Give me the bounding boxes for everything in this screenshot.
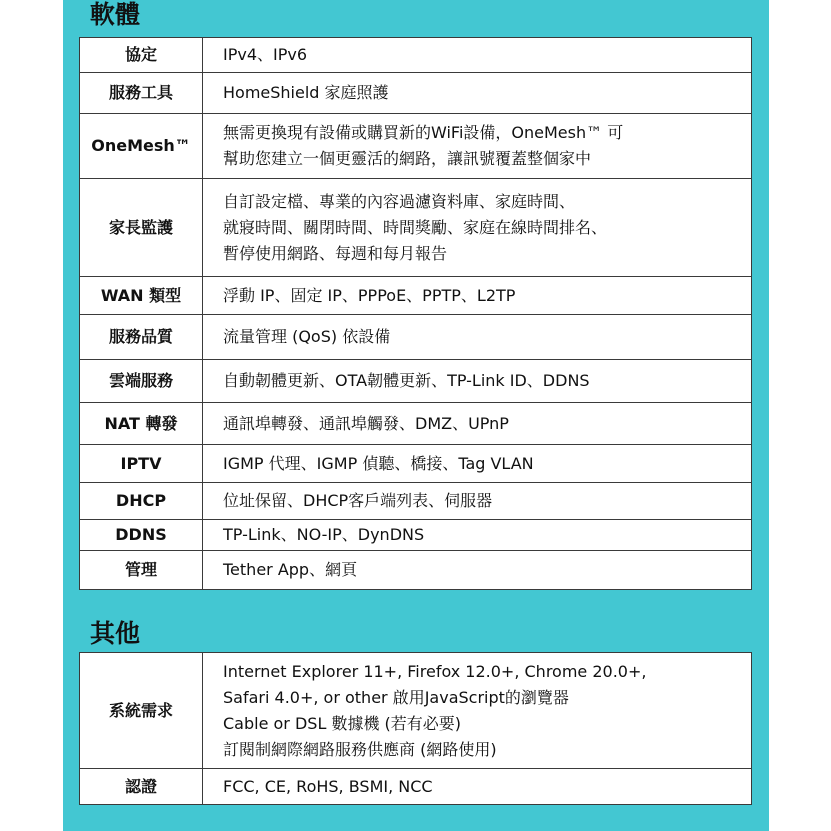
spec-row-dhcp — [80, 483, 752, 520]
spec-row-qos — [80, 315, 752, 360]
spec-row-service-tools — [80, 73, 752, 114]
spec-row-onemesh — [80, 114, 752, 179]
spec-value — [203, 179, 752, 277]
spec-row-management — [80, 551, 752, 590]
spec-value — [203, 769, 752, 805]
spec-value — [203, 445, 752, 483]
spec-label: 服務品質 — [80, 315, 203, 360]
spec-label: 系統需求 — [80, 653, 203, 769]
spec-label: 家長監護 — [80, 179, 203, 277]
spec-value-line: HomeShield 家庭照護 — [223, 83, 389, 102]
section-title-software: 軟體 — [90, 0, 141, 29]
spec-row-ddns — [80, 520, 752, 551]
spec-value-line: FCC, CE, RoHS, BSMI, NCC — [223, 776, 433, 796]
spec-label: 認證 — [80, 769, 203, 805]
spec-value — [203, 360, 752, 403]
spec-row-cloud-service — [80, 360, 752, 403]
spec-value-line: IPv4、IPv6 — [223, 45, 308, 64]
spec-value — [203, 653, 752, 769]
spec-value — [203, 520, 752, 551]
spec-value — [203, 403, 752, 445]
spec-label: DDNS — [80, 520, 203, 551]
spec-row-iptv — [80, 445, 752, 483]
spec-value-line: 就寢時間、關閉時間、時間獎勵、家庭在線時間排名、 — [223, 217, 608, 237]
spec-value-line: IGMP 代理、IGMP 偵聽、橋接、Tag VLAN — [223, 453, 534, 473]
spec-label: 服務工具 — [80, 73, 203, 114]
spec-label: OneMesh™ — [80, 114, 203, 179]
spec-value — [203, 114, 752, 179]
spec-value-line: Internet Explorer 11+, Firefox 12.0+, Chrome 20.0+, — [223, 661, 647, 681]
spec-value — [203, 483, 752, 520]
spec-value-line: 自訂設定檔、專業的內容過濾資料庫、家庭時間、 — [223, 191, 576, 211]
spec-value — [203, 38, 752, 73]
spec-value-line: 幫助您建立一個更靈活的網路，讓訊號覆蓋整個家中 — [223, 149, 592, 168]
spec-row-parental-controls — [80, 179, 752, 277]
spec-value-line: 流量管理 (QoS) 依設備 — [223, 327, 391, 346]
spec-label: 雲端服務 — [80, 360, 203, 403]
other-spec-table — [79, 652, 752, 805]
spec-value-line: TP-Link、NO-IP、DynDNS — [223, 525, 425, 544]
spec-value-line: Safari 4.0+, or other 啟用JavaScript的瀏覽器 — [223, 687, 569, 707]
spec-value — [203, 551, 752, 590]
spec-value-line: 浮動 IP、固定 IP、PPPoE、PPTP、L2TP — [223, 285, 516, 305]
spec-label: 管理 — [80, 551, 203, 590]
spec-label: NAT 轉發 — [80, 403, 203, 445]
software-spec-table — [79, 37, 752, 590]
spec-value-line: Cable or DSL 數據機 (若有必要) — [223, 713, 462, 733]
spec-row-system-requirements — [80, 653, 752, 769]
spec-value-line: 訂閱制網際網路服務供應商 (網路使用) — [223, 739, 497, 759]
spec-value-line: 暫停使用網路、每週和每月報告 — [223, 243, 448, 263]
spec-value-line: 自動韌體更新、OTA韌體更新、TP-Link ID、DDNS — [223, 371, 590, 390]
spec-value-line: 無需更換現有設備或購買新的WiFi設備，OneMesh™ 可 — [223, 123, 624, 142]
spec-value — [203, 315, 752, 360]
spec-row-wan-type — [80, 277, 752, 315]
spec-row-protocol — [80, 38, 752, 73]
spec-value-line: 位址保留、DHCP客戶端列表、伺服器 — [223, 491, 493, 510]
section-title-other: 其他 — [90, 619, 141, 648]
spec-label: 協定 — [80, 38, 203, 73]
spec-value — [203, 277, 752, 315]
spec-label: DHCP — [80, 483, 203, 520]
spec-label: IPTV — [80, 445, 203, 483]
spec-label: WAN 類型 — [80, 277, 203, 315]
spec-row-nat-forwarding — [80, 403, 752, 445]
spec-row-certification — [80, 769, 752, 805]
spec-value-line: 通訊埠轉發、通訊埠觸發、DMZ、UPnP — [223, 413, 509, 433]
spec-value-line: Tether App、網頁 — [223, 560, 358, 579]
spec-value — [203, 73, 752, 114]
